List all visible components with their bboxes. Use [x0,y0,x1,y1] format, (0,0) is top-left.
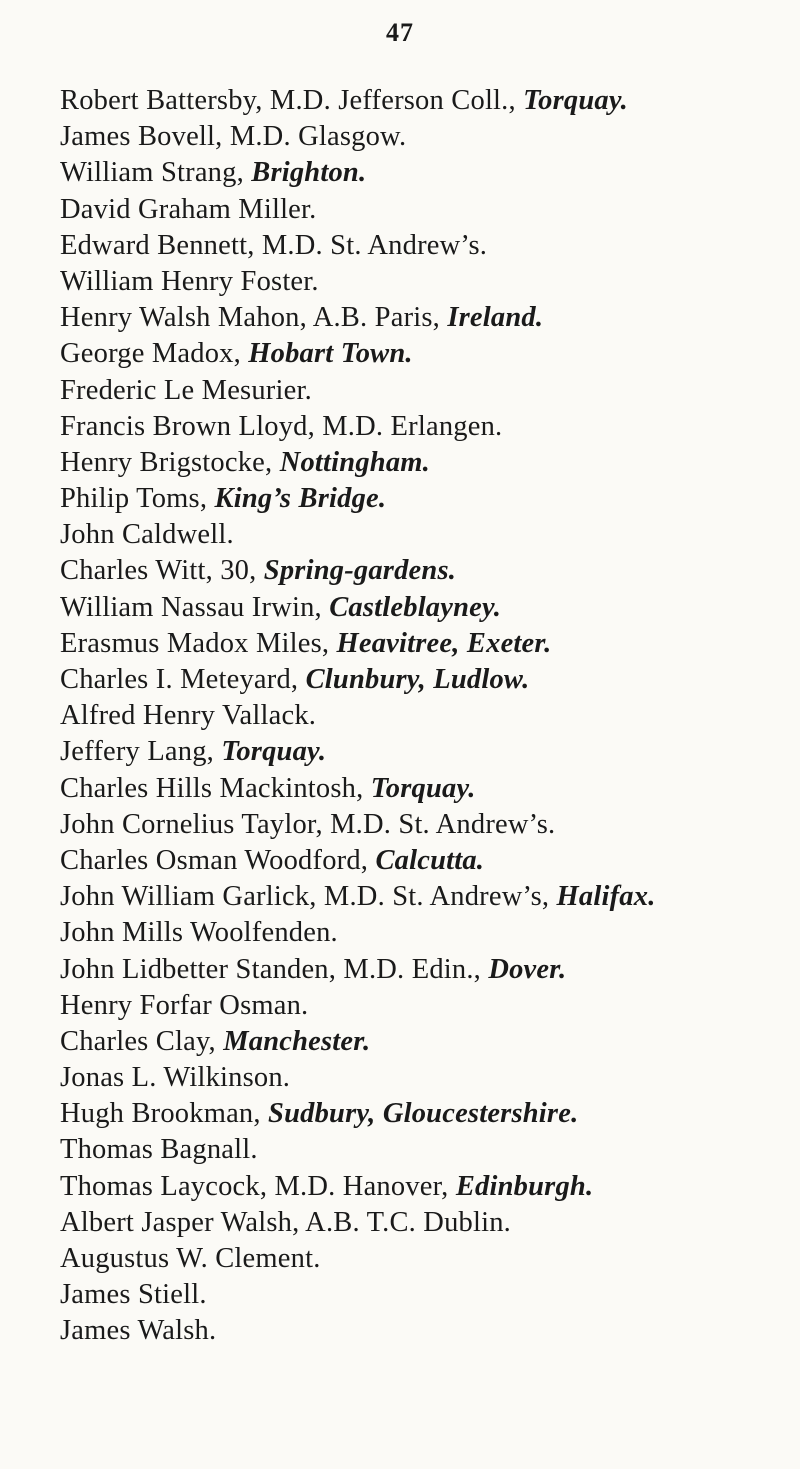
entry-text: Charles Clay, [60,1025,224,1057]
list-item [60,1313,795,1349]
entry-text: Albert Jasper Walsh, A.B. T.C. Dublin. [60,1206,511,1238]
list-item [60,1060,795,1096]
list-item [60,662,795,698]
entry-text: Jonas L. Wilkinson. [60,1062,291,1094]
list-item [60,879,795,915]
entry-text: Thomas Laycock, M.D. Hanover, [60,1170,456,1202]
entry-text: Frederic Le Mesurier. [60,374,312,406]
entry-text: Alfred Henry Vallack. [60,700,317,732]
entry-text: Philip Toms, [60,483,215,515]
list-item [60,698,795,734]
entry-text: John Caldwell. [60,519,234,551]
list-item [60,481,795,517]
list-item [60,771,795,807]
entry-text: Charles Hills Mackintosh, [60,772,371,804]
entry-text: William Nassau Irwin, [60,591,330,623]
entry-text: George Madox, [60,338,249,370]
entry-place: Spring-gardens. [263,555,457,587]
list-item [60,336,795,372]
list-item [60,517,795,553]
entry-text: James Walsh. [60,1315,217,1347]
list-item [60,590,795,626]
list-item [60,988,795,1024]
entry-place: Edinburgh. [455,1170,594,1202]
list-item [60,952,795,988]
entry-text: William Henry Foster. [60,265,319,297]
list-item [60,807,795,843]
entry-text: Henry Brigstocke, [60,446,280,478]
list-item [60,1241,795,1277]
list-item [60,445,795,481]
list-item [60,192,795,228]
entry-text: James Stiell. [60,1279,207,1311]
list-item [60,1277,795,1313]
entry-place: Castleblayney. [329,591,502,623]
entry-place: Sudbury, Gloucestershire. [268,1098,579,1130]
entry-text: William Strang, [60,157,252,189]
list-item [60,1169,795,1205]
entry-place: Torquay. [523,85,628,116]
entry-text: David Graham Miller. [60,193,317,225]
page-number: 47 [386,18,414,47]
entry-place: Torquay. [370,772,476,804]
entry-text: Edward Bennett, M.D. St. Andrew’s. [60,229,488,261]
list-item [60,373,795,409]
entry-place: Nottingham. [279,446,430,478]
entry-text: John Mills Woolfenden. [60,917,338,949]
entry-place: Hobart Town. [248,338,413,370]
entry-place: Calcutta. [375,844,485,876]
list-item [60,409,795,445]
entry-text: Hugh Brookman, [60,1098,269,1130]
list-item [60,1096,795,1132]
list-item [60,1205,795,1241]
member-list [60,83,795,1350]
entry-text: John William Garlick, M.D. St. Andrew’s, [60,881,557,913]
list-item [60,1024,795,1060]
entry-place: Halifax. [556,881,656,913]
entry-text: Charles I. Meteyard, [60,664,306,695]
entry-text: Henry Walsh Mahon, A.B. Paris, [60,302,448,334]
list-item [60,228,795,264]
list-item [60,915,795,951]
entry-text: Francis Brown Lloyd, M.D. Erlangen. [60,410,503,442]
list-item [60,300,795,336]
entry-text: Robert Battersby, M.D. Jefferson Coll., [60,85,524,116]
entry-text: Augustus W. Clement. [60,1243,321,1274]
list-item [60,734,795,770]
entry-text: John Cornelius Taylor, M.D. St. Andrew’s. [60,808,556,840]
list-item [60,626,795,662]
list-item [60,843,795,879]
entry-place: King’s Bridge. [214,483,387,515]
entry-place: Ireland. [447,302,544,334]
entry-place: Clunbury, Ludlow. [305,664,530,695]
list-item [60,264,795,300]
entry-place: Heavitree, Exeter. [336,627,552,659]
list-item [60,83,795,119]
entry-text: Charles Witt, 30, [60,555,264,587]
entry-text: Charles Osman Woodford, [60,844,376,876]
list-item [60,553,795,589]
list-item [60,1132,795,1168]
entry-place: Dover. [488,953,567,985]
entry-text: John Lidbetter Standen, M.D. Edin., [60,953,489,985]
entry-place: Manchester. [223,1025,371,1057]
entry-text: James Bovell, M.D. Glasgow. [60,121,407,153]
entry-text: Jeffery Lang, [60,736,222,768]
entry-text: Erasmus Madox Miles, [60,627,337,659]
entry-place: Torquay. [221,736,327,768]
entry-text: Henry Forfar Osman. [60,989,309,1021]
list-item [60,155,795,191]
entry-text: Thomas Bagnall. [60,1134,258,1166]
list-item [60,119,795,155]
entry-place: Brighton. [251,157,367,189]
